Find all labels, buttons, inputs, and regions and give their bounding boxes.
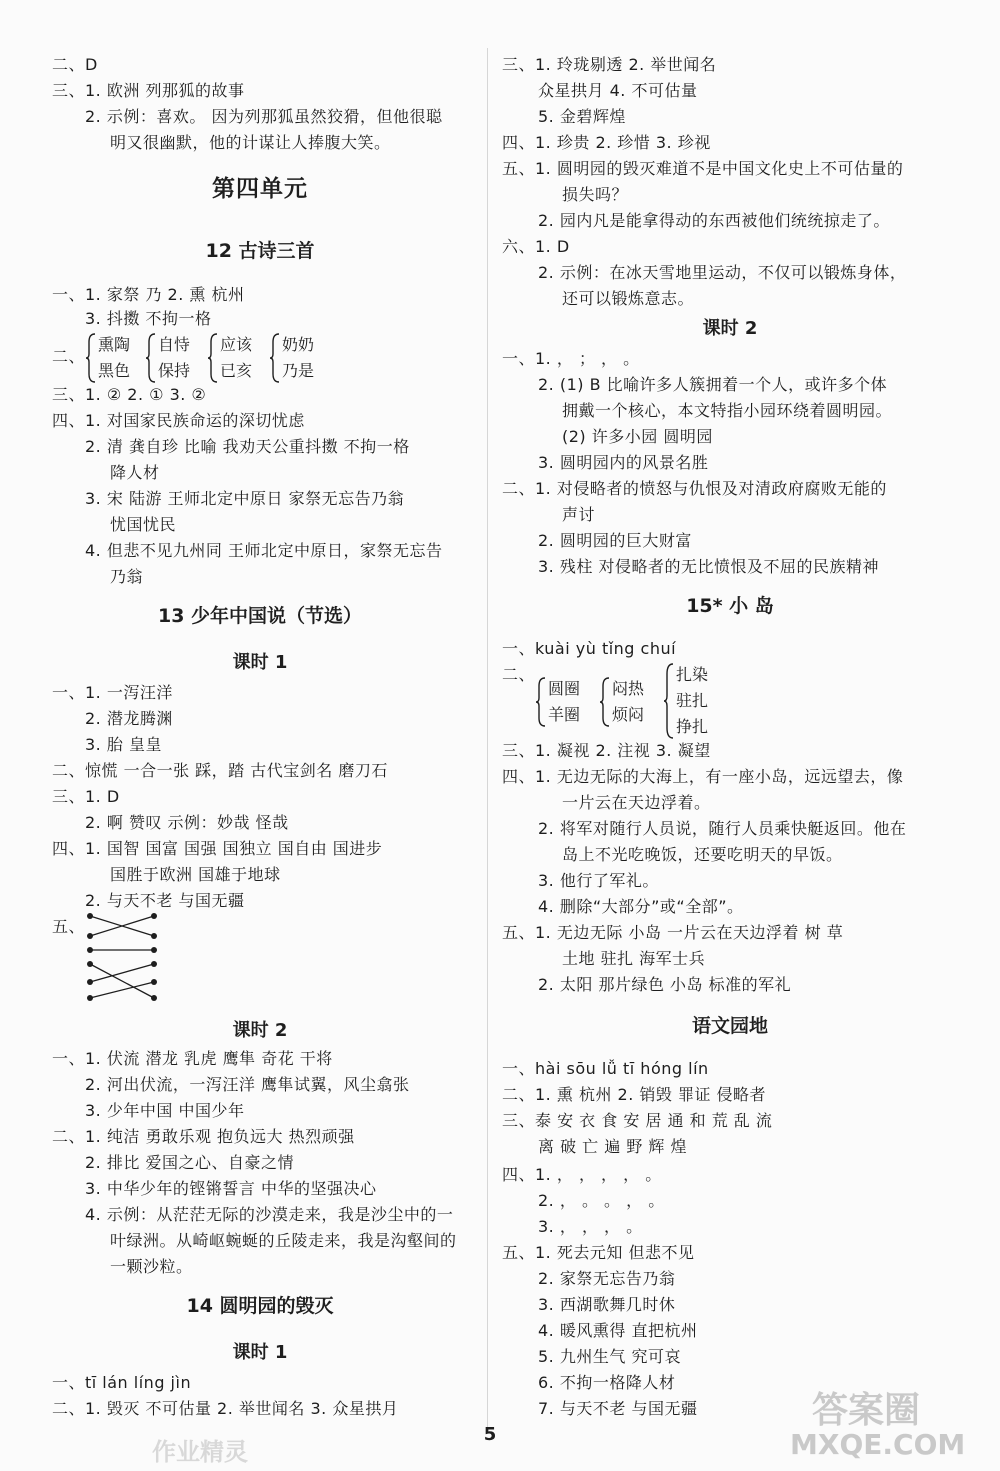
answer-line: 还可以锻炼意志。 [562,289,695,308]
brace-word: 保持 [158,361,191,380]
lesson-heading: 12 古诗三首 [205,240,315,262]
answer-line: 2. 潜龙腾渊 [85,709,173,728]
brace-word: 羊圈 [548,705,581,724]
word-group-brace [208,332,260,384]
answer-line: 三、1. 欧洲 列那狐的故事 [52,81,245,100]
answer-line: 忧国忧民 [110,515,177,534]
answer-line: 一、hài sōu lǚ tī hóng lín [502,1059,709,1078]
lesson-heading: 13 少年中国说（节选） [157,605,363,627]
page-number: 5 [483,1424,497,1445]
answer-line: 五、 [52,917,86,936]
answer-line: 土地 驻扎 海军士兵 [562,949,706,968]
brace-word: 应该 [220,335,253,354]
answer-line: 四、1. 珍贵 2. 珍惜 3. 珍视 [502,133,711,152]
answer-line: 四、1. 无边无际的大海上，有一座小岛，远远望去，像 [502,767,904,786]
answer-line: 众星拱月 4. 不可估量 [538,81,698,100]
brace-word: 挣扎 [676,717,709,736]
answer-line: 二、惊慌 一合一张 踩，踏 古代宝剑名 磨刀石 [52,761,388,780]
answer-line: 2. ， 。 。 ， 。 [538,1191,665,1210]
answer-line: 二、1. 对侵略者的愤怒与仇恨及对清政府腐败无能的 [502,479,887,498]
section-heading: 语文园地 [691,1015,768,1037]
answer-line: 3. 残柱 对侵略者的无比愤恨及不屈的民族精神 [538,557,879,576]
answer-line: 五、1. 死去元知 但悲不见 [502,1243,695,1262]
answer-line: 2. 排比 爱国之心、自豪之情 [85,1153,294,1172]
answer-line: 五、1. 无边无际 小岛 一片云在天边浮着 树 草 [502,923,844,942]
answer-line: 4. 删除“大部分”或“全部”。 [538,897,744,916]
answer-line: 2. 示例：喜欢。 因为列那狐虽然狡猾，但他很聪 [85,107,443,126]
answer-line: 四、1. 国智 国富 国强 国独立 国自由 国进步 [52,839,383,858]
answer-line: 一、1. 伏流 潜龙 乳虎 鹰隼 奇花 干将 [52,1049,333,1068]
answer-line: 2. 与天不老 与国无疆 [85,891,245,910]
answer-line: 二、D [52,55,98,74]
word-group-brace [270,332,322,384]
answer-line: 离 破 亡 遍 野 辉 煌 [538,1137,688,1156]
answer-line: 3. 西湖歌舞几时休 [538,1295,676,1314]
period-heading: 课时 1 [232,652,288,673]
answer-line: 7. 与天不老 与国无疆 [538,1399,698,1418]
answer-line: 六、1. D [502,237,570,256]
answer-line: 5. 九州生气 究可哀 [538,1347,681,1366]
word-group-brace [86,332,136,384]
answer-line: 三、1. 玲珑剔透 2. 举世闻名 [502,55,717,74]
answer-line: 三、泰 安 衣 食 安 居 通 和 荒 乱 流 [502,1111,773,1130]
answer-line: 岛上不光吃晚饭，还要吃明天的早饭。 [562,845,843,864]
brace-word: 乃是 [282,361,315,380]
answer-line: 2. 太阳 那片绿色 小岛 标准的军礼 [538,975,792,994]
answer-line: 明又很幽默，他的计谋让人捧腹大笑。 [110,133,391,152]
answer-line: 二、1. 毁灭 不可估量 2. 举世闻名 3. 众星拱月 [52,1399,399,1418]
word-group-brace [536,676,596,728]
matching-lines-diagram [86,912,158,1002]
answer-line: (2) 许多小园 圆明园 [562,427,713,446]
answer-line: 3. 抖擞 不拘一格 [85,309,212,328]
answer-line: 3. 他行了军礼。 [538,871,659,890]
answer-line: 4. 但悲不见九州同 王师北定中原日，家祭无忘告 [85,541,443,560]
brace-word: 奶奶 [282,335,315,354]
answer-line: 二、1. 熏 杭州 2. 销毁 罪证 侵略者 [502,1085,767,1104]
lesson-heading: 15* 小 岛 [686,595,774,617]
brace-word: 闷热 [612,679,645,698]
answer-line: 6. 不拘一格降人材 [538,1373,676,1392]
answer-line: 降人材 [110,463,160,482]
answer-line: 2. 啊 赞叹 示例：妙哉 怪哉 [85,813,289,832]
answer-line: 2. 家祭无忘告乃翁 [538,1269,676,1288]
answer-line: 一、tī lán líng jìn [52,1373,192,1392]
answer-line: 3. 圆明园内的风景名胜 [538,453,709,472]
answer-line: 二、 [52,347,86,366]
answer-line: 损失吗？ [562,185,629,204]
answer-line: 4. 暖风熏得 直把杭州 [538,1321,698,1340]
answer-line: 一、1. ， ； ， 。 [502,349,640,368]
brace-word: 烦闷 [612,705,645,724]
brace-word: 黑色 [98,361,131,380]
answer-line: 2. 圆明园的巨大财富 [538,531,692,550]
answer-line: 3. 少年中国 中国少年 [85,1101,245,1120]
answer-line: 乃翁 [110,567,144,586]
answer-line: 3. 宋 陆游 王师北定中原日 家祭无忘告乃翁 [85,489,405,508]
answer-line: 2. 示例：在冰天雪地里运动，不仅可以锻炼身体， [538,263,907,282]
answer-line: 一片云在天边浮着。 [562,793,711,812]
unit-heading: 第四单元 [212,176,308,202]
answer-line: 三、1. ② 2. ① 3. ② [52,385,207,404]
answer-line: 3. ， ， ， 。 [538,1217,643,1236]
answer-line: 一、1. 家祭 乃 2. 熏 杭州 [52,285,245,304]
brace-word: 驻扎 [676,691,709,710]
brace-word: 圆圈 [548,679,581,698]
answer-line: 2. 将军对随行人员说，随行人员乘快艇返回。他在 [538,819,907,838]
answer-line: 一、kuài yù tǐng chuí [502,639,677,658]
lesson-heading: 14 圆明园的毁灭 [186,1295,334,1317]
watermark-text: 作业精灵 [152,1438,248,1466]
answer-line: 2. 园内凡是能拿得动的东西被他们统统掠走了。 [538,211,890,230]
brace-word: 熏陶 [98,335,131,354]
answer-line: 三、1. D [52,787,120,806]
brace-word: 扎染 [676,665,709,684]
period-heading: 课时 2 [702,318,758,339]
answer-line: 一颗沙粒。 [110,1257,193,1276]
answer-line: 二、1. 纯洁 勇敢乐观 抱负远大 热烈顽强 [52,1127,355,1146]
period-heading: 课时 2 [232,1020,288,1041]
brace-word: 自恃 [158,335,191,354]
answer-line: 四、1. 对国家民族命运的深切忧虑 [52,411,305,430]
word-group-brace [600,676,660,728]
brace-word: 已亥 [220,361,253,380]
answer-line: 五、1. 圆明园的毁灭难道不是中国文化史上不可估量的 [502,159,904,178]
answer-line: 2. 清 龚自珍 比喻 我劝天公重抖擞 不拘一格 [85,437,410,456]
column-divider [487,48,488,1433]
answer-line: 国胜于欧洲 国雄于地球 [110,865,281,884]
word-group-brace [146,332,198,384]
answer-line: 2. 河出伏流，一泻汪洋 鹰隼试翼，风尘翕张 [85,1075,410,1094]
period-heading: 课时 1 [232,1342,288,1363]
answer-line: 5. 金碧辉煌 [538,107,626,126]
answer-line: 拥戴一个核心，本文特指小园环绕着圆明园。 [562,401,893,420]
answer-line: 声讨 [562,505,596,524]
watermark-url: MXQE.COM [790,1428,966,1461]
word-group-brace [664,662,724,740]
answer-line: 二、 [502,665,536,684]
answer-line: 3. 中华少年的铿锵誓言 中华的坚强决心 [85,1179,377,1198]
answer-line: 3. 胎 皇皇 [85,735,162,754]
answer-line: 4. 示例：从茫茫无际的沙漠走来，我是沙尘中的一 [85,1205,454,1224]
answer-line: 叶绿洲。从崎岖蜿蜒的丘陵走来，我是沟壑间的 [110,1231,457,1250]
answer-line: 四、1. ， ， ， ， 。 [502,1165,662,1184]
answer-line: 三、1. 凝视 2. 注视 3. 凝望 [502,741,711,760]
answer-line: 2. (1) B 比喻许多人簇拥着一个人，或许多个体 [538,375,888,394]
watermark-logo: 答案圈 [812,1390,921,1431]
answer-line: 一、1. 一泻汪洋 [52,683,173,702]
